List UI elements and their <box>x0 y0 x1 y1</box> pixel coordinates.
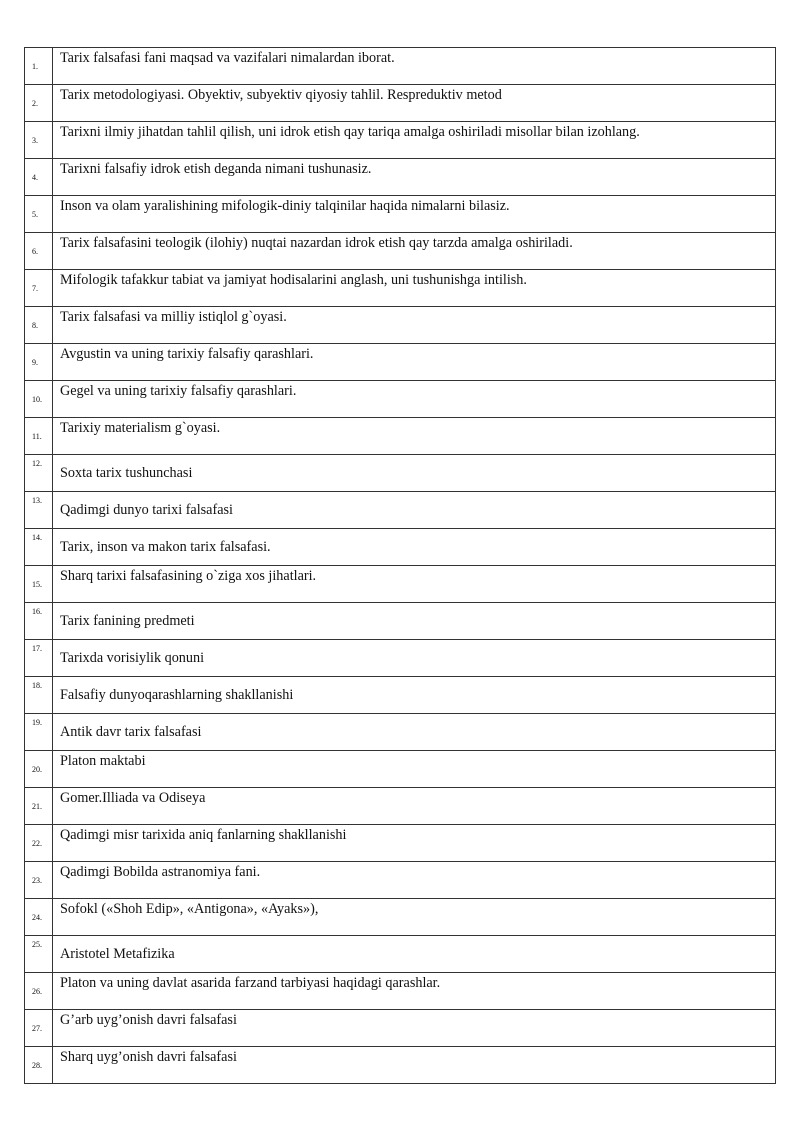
question-text: Tarix metodologiyasi. Obyektiv, subyektiv qiyosiy tahlil. Respreduktiv metod <box>53 85 776 122</box>
question-number: 26. <box>25 973 53 1010</box>
question-number: 21. <box>25 788 53 825</box>
question-row <box>25 48 776 85</box>
questions-table-body <box>25 48 776 1084</box>
question-row <box>25 788 776 825</box>
question-row <box>25 899 776 936</box>
question-number: 22. <box>25 825 53 862</box>
question-number: 4. <box>25 159 53 196</box>
question-row <box>25 973 776 1010</box>
question-text: Avgustin va uning tarixiy falsafiy qarashlari. <box>53 344 776 381</box>
question-text: Tarix fanining predmeti <box>53 603 776 640</box>
question-row <box>25 640 776 677</box>
question-number: 9. <box>25 344 53 381</box>
question-number: 18. <box>25 677 53 714</box>
question-text: Inson va olam yaralishining mifologik-diniy talqinilar haqida nimalarni bilasiz. <box>53 196 776 233</box>
question-number: 25. <box>25 936 53 973</box>
question-number: 3. <box>25 122 53 159</box>
question-text: Platon va uning davlat asarida farzand tarbiyasi haqidagi qarashlar. <box>53 973 776 1010</box>
question-row <box>25 862 776 899</box>
question-number: 19. <box>25 714 53 751</box>
question-number: 10. <box>25 381 53 418</box>
question-text: Aristotel Metafizika <box>53 936 776 973</box>
question-row <box>25 307 776 344</box>
question-text: Tarix, inson va makon tarix falsafasi. <box>53 529 776 566</box>
question-row <box>25 85 776 122</box>
question-number: 23. <box>25 862 53 899</box>
question-row <box>25 122 776 159</box>
question-number: 12. <box>25 455 53 492</box>
question-row <box>25 677 776 714</box>
question-text: Qadimgi dunyo tarixi falsafasi <box>53 492 776 529</box>
question-text: Mifologik tafakkur tabiat va jamiyat hodisalarini anglash, uni tushunishga intilish. <box>53 270 776 307</box>
question-text: Falsafiy dunyoqarashlarning shakllanishi <box>53 677 776 714</box>
question-text: Gegel va uning tarixiy falsafiy qarashlari. <box>53 381 776 418</box>
question-number: 7. <box>25 270 53 307</box>
question-number: 5. <box>25 196 53 233</box>
question-text: Tarixda vorisiylik qonuni <box>53 640 776 677</box>
question-text: Gomer.Illiada va Odiseya <box>53 788 776 825</box>
question-number: 15. <box>25 566 53 603</box>
question-number: 20. <box>25 751 53 788</box>
question-number: 8. <box>25 307 53 344</box>
question-text: Tarixiy materialism g`oyasi. <box>53 418 776 455</box>
question-text: Tarix falsafasini teologik (ilohiy) nuqtai nazardan idrok etish qay tarzda amalga oshiriladi. <box>53 233 776 270</box>
question-number: 13. <box>25 492 53 529</box>
question-text: Tarixni ilmiy jihatdan tahlil qilish, uni idrok etish qay tariqa amalga oshiriladi misollar bilan izohlang. <box>53 122 776 159</box>
question-number: 27. <box>25 1010 53 1047</box>
question-row <box>25 492 776 529</box>
question-row <box>25 270 776 307</box>
question-text: Soxta tarix tushunchasi <box>53 455 776 492</box>
question-number: 24. <box>25 899 53 936</box>
question-number: 17. <box>25 640 53 677</box>
question-row <box>25 714 776 751</box>
question-row <box>25 159 776 196</box>
question-row <box>25 455 776 492</box>
question-number: 11. <box>25 418 53 455</box>
question-text: Tarixni falsafiy idrok etish deganda nimani tushunasiz. <box>53 159 776 196</box>
question-row <box>25 233 776 270</box>
question-text: Sofokl («Shoh Edip», «Antigona», «Ayaks»), <box>53 899 776 936</box>
question-row <box>25 936 776 973</box>
question-row <box>25 196 776 233</box>
question-text: Sharq tarixi falsafasining o`ziga xos jihatlari. <box>53 566 776 603</box>
question-text: Tarix falsafasi va milliy istiqlol g`oyasi. <box>53 307 776 344</box>
question-row <box>25 603 776 640</box>
question-row <box>25 418 776 455</box>
question-row <box>25 344 776 381</box>
question-row <box>25 381 776 418</box>
question-row <box>25 751 776 788</box>
question-text: Antik davr tarix falsafasi <box>53 714 776 751</box>
question-text: Sharq uyg’onish davri falsafasi <box>53 1047 776 1084</box>
question-number: 2. <box>25 85 53 122</box>
question-row <box>25 566 776 603</box>
question-number: 28. <box>25 1047 53 1084</box>
question-number: 14. <box>25 529 53 566</box>
question-number: 1. <box>25 48 53 85</box>
question-text: Qadimgi misr tarixida aniq fanlarning shakllanishi <box>53 825 776 862</box>
question-number: 6. <box>25 233 53 270</box>
question-row <box>25 1047 776 1084</box>
question-text: Platon maktabi <box>53 751 776 788</box>
questions-table <box>24 47 776 1084</box>
question-text: Qadimgi Bobilda astranomiya fani. <box>53 862 776 899</box>
question-number: 16. <box>25 603 53 640</box>
question-text: Tarix falsafasi fani maqsad va vazifalari nimalardan iborat. <box>53 48 776 85</box>
question-row <box>25 825 776 862</box>
question-row <box>25 1010 776 1047</box>
question-text: G’arb uyg’onish davri falsafasi <box>53 1010 776 1047</box>
question-row <box>25 529 776 566</box>
